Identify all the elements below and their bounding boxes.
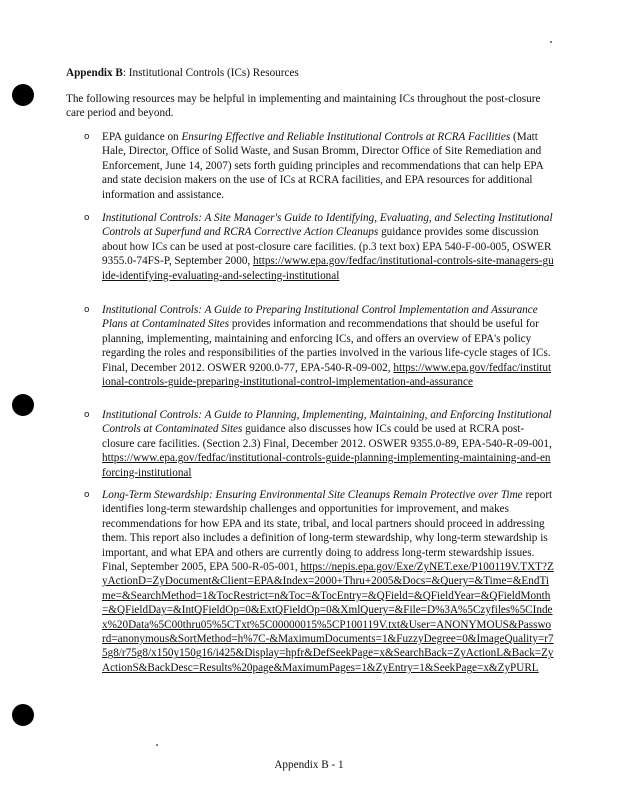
resource-link[interactable]: https://nepis.epa.gov/Exe/ZyNET.exe/P100119V.TXT?ZyActionD=ZyDocument&Client=EPA&Index=2000+Thru+2005&Docs=&Query=&Time=&EndTime=&SearchMethod=1&TocRestrict=n&Toc=&TocEntry=&QField=&QFieldYear=&QFieldMonth=&QFieldDay=&IntQFieldOp=0&ExtQFieldOp=0&XmlQuery=&File=D%3A%5Czyfiles%5CIndex%20Data%5C00thru05%5CTxt%5C00000015%5CP100119V.txt&User=ANONYMOUS&Password=anonymous&SortMethod=h%7C-&MaximumDocuments=1&FuzzyDegree=0&ImageQuality=r75g8/r75g8/x150y150g16/i425&Display=hpfr&DefSeekPage=x&SearchBack=ZyActionL&Back=ZyActionS&BackDesc=Results%20page&MaximumPages=1&ZyEntry=1&SeekPage=x&ZyPURL [102, 561, 554, 674]
intro-paragraph: The following resources may be helpful in implementing and maintaining ICs throughout the post-closure care period and beyond. [66, 93, 541, 120]
resource-title: Ensuring Effective and Reliable Institutional Controls at RCRA Facilities [181, 131, 511, 143]
bullet-marker: o [84, 305, 90, 315]
binder-hole-top [12, 84, 34, 106]
resource-item [84, 488, 554, 675]
resource-text: Institutional Controls: A Site Manager's Guide to Identifying, Evaluating, and Selecting Institutional Controls at Superfund and RCRA Corrective Action Cleanups guidance provides some discussion about how ICs can be used at post-closure care facilities. (p.3 text box) EPA 540-F-00-005, OSWER 9355.0-74FS-P, September 2000, https://www.epa.gov/fedfac/institutional-controls-site-managers-guide-identifying-evaluating-and-selecting-institutional [102, 212, 554, 282]
resource-title: Long-Term Stewardship: Ensuring Environmental Site Cleanups Remain Protective over Time [102, 489, 523, 501]
bullet-marker: o [84, 132, 90, 142]
resource-item [84, 211, 554, 283]
resource-link[interactable]: https://www.epa.gov/fedfac/institutional-controls-site-managers-guide-identifying-evaluating-and-selecting-institutional [102, 255, 554, 282]
scan-speck [156, 744, 158, 746]
resource-item [84, 130, 554, 202]
bullet-marker: o [84, 410, 90, 420]
resource-text: Institutional Controls: A Guide to Planning, Implementing, Maintaining, and Enforcing Institutional Controls at Contaminated Sites guidance also discusses how ICs could be used at RCRA post-closure care facilities. (Section 2.3) Final, December 2012. OSWER 9355.0-89, EPA-540-R-09-001, https://www.epa.gov/fedfac/institutional-controls-guide-planning-implementing-maintaining-and-enforcing-institutional [102, 409, 552, 479]
binder-hole-middle [12, 394, 34, 416]
appendix-title: : Institutional Controls (ICs) Resources [122, 67, 299, 79]
appendix-heading [66, 66, 546, 80]
bullet-marker: o [84, 213, 90, 223]
binder-hole-bottom [12, 704, 34, 726]
resource-link[interactable]: https://www.epa.gov/fedfac/institutional-controls-guide-planning-implementing-maintaining-and-enforcing-institutional [102, 452, 551, 479]
resource-link[interactable]: https://www.epa.gov/fedfac/institutional-controls-guide-preparing-institutional-control-implementation-and-assurance [102, 361, 552, 389]
resource-text: Long-Term Stewardship: Ensuring Environmental Site Cleanups Remain Protective over Time report identifies long-term stewardship challenges and opportunities for improvement, and makes recommendations for how EPA and its state, tribal, and local partners should proceed in addressing them. This report also includes a definition of long-term stewardship, why long-term stewardship is important, and what EPA and others are currently doing to address long-term stewardship issues. Final, September 2005, EPA 500-R-05-001, https://nepis.epa.gov/Exe/ZyNET.exe/P100119V.TXT?ZyActionD=ZyDocument&Client=EPA&Index=2000+Thru+2005&Docs=&Query=&Time=&EndTime=&SearchMethod=1&TocRestrict=n&Toc=&TocEntry=&QField=&QFieldYear=&QFieldMonth=&QFieldDay=&IntQFieldOp=0&ExtQFieldOp=0&XmlQuery=&File=D%3A%5Czyfiles%5CIndex%20Data%5C00thru05%5CTxt%5C00000015%5CP100119V.txt&User=ANONYMOUS&Password=anonymous&SortMethod=h%7C-&MaximumDocuments=1&FuzzyDegree=0&ImageQuality=r75g8/r75g8/x150y150g16/i425&Display=hpfr&DefSeekPage=x&SearchBack=ZyActionL&Back=ZyActionS&BackDesc=Results%20page&MaximumPages=1&ZyEntry=1&SeekPage=x&ZyPURL [102, 489, 554, 674]
resource-title: Institutional Controls: A Guide to Planning, Implementing, Maintaining, and Enforcing Institutional Controls at Contaminated Sites [102, 409, 552, 436]
appendix-label: Appendix B [66, 67, 123, 79]
resource-title: Institutional Controls: A Guide to Preparing Institutional Control Implementation and Assurance Plans at Contaminated Sites [102, 304, 538, 331]
resource-item [84, 408, 554, 480]
bullet-marker: o [84, 490, 90, 500]
resource-text: EPA guidance on Ensuring Effective and Reliable Institutional Controls at RCRA Facilities (Matt Hale, Director, Office of Solid Waste, and Susan Bromm, Director Office of Site Remediation and Enforcement, June 14, 2007) sets forth guiding principles and recommendations that can help EPA and state decision makers on the use of ICs at RCRA facilities, and EPA resources for additional information and assistance. [102, 131, 544, 201]
resource-item [84, 303, 554, 389]
resource-text: Institutional Controls: A Guide to Preparing Institutional Control Implementation and Assurance Plans at Contaminated Sites provides information and recommendations that should be useful for planning, implementing, maintaining and enforcing ICs, and offers an overview of EPA's policy regarding the roles and responsibilities of the parties involved in the various life-cycle stages of ICs. Final, December 2012. OSWER 9200.0-77, EPA-540-R-09-002, https://www.epa.gov/fedfac/institutional-controls-guide-preparing-institutional-control-implementation-and-assurance [102, 304, 552, 389]
resource-title: Institutional Controls: A Site Manager's Guide to Identifying, Evaluating, and Selecting Institutional Controls at Superfund and RCRA Corrective Action Cleanups [102, 212, 553, 239]
page-footer: Appendix B - 1 [274, 759, 344, 771]
scan-speck [550, 41, 552, 43]
